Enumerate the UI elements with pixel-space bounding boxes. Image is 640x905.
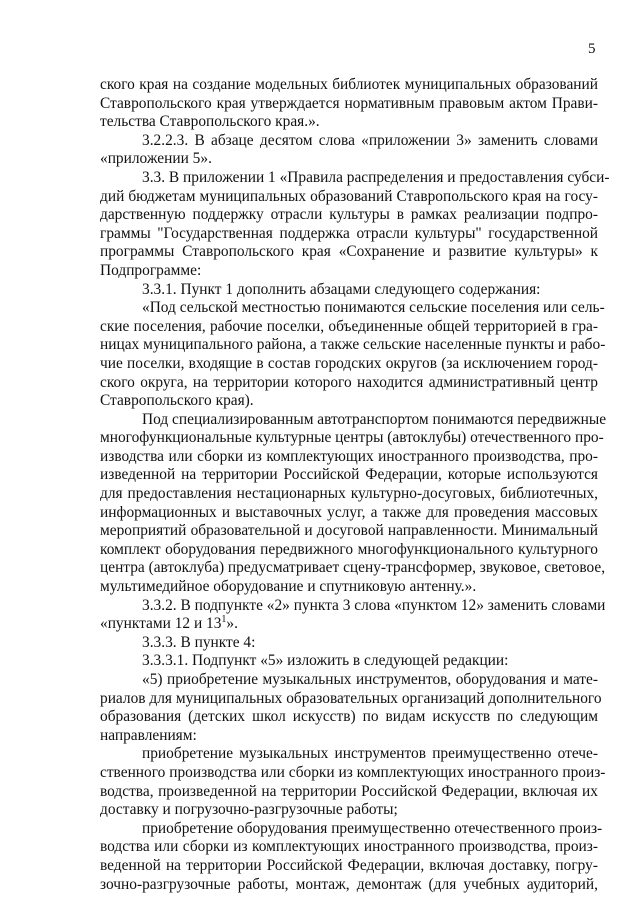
- line-text: для предоставления нестационарных культурно-досуговых, библиотечных,: [100, 485, 598, 503]
- text-line: [100, 596, 606, 616]
- text-line: [100, 708, 598, 727]
- line-text: образования (детских школ искусств) по видам искусств по следующим: [100, 708, 598, 726]
- line-text: чие поселки, входящие в состав городских округов (за исключением город-: [100, 354, 598, 372]
- text-line: [100, 485, 598, 504]
- line-text: приобретение оборудования преимущественно отечественного произ-: [142, 819, 603, 837]
- text-line: [100, 429, 604, 448]
- text-line: [100, 448, 598, 467]
- line-text: многофункциональные культурные центры (автоклубы) отечественного про-: [100, 429, 604, 447]
- text-line: [100, 671, 598, 690]
- text-line: [100, 95, 598, 114]
- text-line: [100, 801, 598, 820]
- text-line: [100, 819, 603, 839]
- text-line: [100, 113, 598, 132]
- line-text: изведенной на территории Российской Федерации, которые используются: [100, 466, 598, 484]
- line-text: информационных и выставочных услуг, а также для проведения массовых: [100, 503, 598, 521]
- text-line: [100, 299, 605, 318]
- paragraph-p7: [100, 596, 606, 634]
- text-line: [100, 522, 598, 541]
- line-text: «5) приобретение музыкальных инструментов, оборудования и мате-: [142, 671, 598, 688]
- line-text: «пунктами 12 и 13: [100, 615, 222, 633]
- line-text: доставку и погрузочно-разгрузочные работы;: [100, 801, 398, 819]
- line-text: Подпрограмме:: [100, 261, 202, 279]
- text-line: [100, 392, 598, 411]
- line-text: 3.3.2. В подпункте «2» пункта 3 слова «пунктом 12» заменить словами: [142, 596, 606, 614]
- line-text: водства, произведенной на территории Российской Федерации, включая их: [100, 782, 598, 800]
- text-line: [100, 132, 598, 151]
- paragraph-p9: [100, 652, 598, 671]
- page-number: 5: [588, 41, 596, 57]
- line-text: ницах муниципального района, а также сельские населенные пункты и рабо-: [100, 336, 606, 354]
- line-text: дарственную поддержку отрасли культуры в рамках реализации подпро-: [100, 206, 598, 224]
- paragraph-p8: [100, 634, 598, 653]
- line-text: веденной на территории Российской Федерации, включая доставку, погру-: [100, 856, 598, 874]
- line-text: «приложении 5».: [100, 150, 212, 168]
- text-line: [100, 355, 598, 374]
- line-text: комплект оборудования передвижного многофункционального культурного: [100, 540, 598, 558]
- text-line: [100, 336, 606, 355]
- text-line: [100, 634, 598, 653]
- text-line: [100, 76, 598, 95]
- line-text: Ставропольского края).: [100, 392, 254, 410]
- line-text: 3.3.3.1. Подпункт «5» изложить в следующей редакции:: [142, 652, 509, 670]
- paragraph-p4: [100, 281, 598, 300]
- paragraph-p11: [100, 745, 606, 819]
- line-text: «Под сельской местностью понимаются сельские поселения или сель-: [142, 299, 605, 317]
- text-line: [100, 876, 598, 895]
- text-line: [100, 281, 598, 300]
- text-line: [100, 783, 598, 802]
- line-text: 3.3.1. Пункт 1 дополнить абзацами следующего содержания:: [142, 280, 541, 298]
- line-text: тельства Ставропольского края.».: [100, 113, 320, 131]
- line-tail: ».: [226, 615, 238, 633]
- text-line: [100, 318, 598, 337]
- line-text: 3.3. В приложении 1 «Правила распределения и предоставления субси-: [142, 168, 610, 186]
- line-text: мультимедийное оборудование и спутниковую антенну.».: [100, 578, 477, 596]
- text-line: [100, 652, 598, 671]
- line-text: приобретение музыкальных инструментов преимущественно отече-: [142, 745, 598, 763]
- line-text: ского округа, на территории которого находится административный центр: [100, 373, 598, 391]
- text-line: [100, 727, 598, 746]
- text-line: [100, 188, 598, 207]
- text-line: [100, 857, 598, 876]
- text-line: [100, 745, 598, 764]
- paragraph-p3: [100, 168, 610, 281]
- text-line: [100, 559, 606, 578]
- line-text: программы Ставропольского края «Сохранение и развитие культуры» к: [100, 243, 598, 261]
- line-text: центра (автоклуба) предусматривает сцену-трансформер, звуковое, световое,: [100, 559, 606, 577]
- text-line: [100, 466, 598, 485]
- text-line: [100, 225, 598, 244]
- text-line: [100, 150, 598, 169]
- line-text: направлениям:: [100, 726, 197, 744]
- line-text: граммы "Государственная поддержка отрасли культуры" государственной: [100, 224, 598, 242]
- text-line: [100, 541, 598, 560]
- line-text: риалов для муниципальных образовательных организаций дополнительного: [100, 689, 602, 707]
- paragraph-p10: [100, 671, 602, 745]
- text-line: [100, 504, 598, 523]
- line-text: дий бюджетам муниципальных образований Ставропольского края на госу-: [100, 187, 598, 205]
- text-line: [100, 763, 606, 783]
- text-line: [100, 374, 598, 393]
- text-line: [100, 838, 598, 857]
- line-text: изводства или сборки из комплектующих иностранного производства, про-: [100, 447, 598, 465]
- paragraph-p5: [100, 299, 606, 411]
- line-text: ственного производства или сборки из комплектующих иностранного произ-: [100, 763, 606, 781]
- line-text: 3.3.3. В пункте 4:: [142, 633, 256, 651]
- line-text: ские поселения, рабочие поселки, объединенные общей территорией в гра-: [100, 317, 598, 335]
- text-line: [100, 243, 598, 262]
- line-text: мероприятий образовательной и досуговой направленности. Минимальный: [100, 522, 598, 540]
- paragraph-p12: [100, 819, 603, 894]
- line-text: Ставропольского края утверждается нормативным правовым актом Прави-: [100, 94, 598, 112]
- text-line: [100, 168, 610, 188]
- text-line: [100, 206, 598, 225]
- document-body: [100, 76, 610, 894]
- paragraph-p2: [100, 132, 598, 169]
- line-text: 3.2.2.3. В абзаце десятом слова «приложении 3» заменить словами: [142, 131, 598, 149]
- paragraph-p1: [100, 76, 598, 132]
- line-text: ского края на создание модельных библиотек муниципальных образований: [100, 76, 598, 93]
- line-text: водства или сборки из комплектующих иностранного производства, произ-: [100, 838, 598, 856]
- line-text: Под специализированным автотранспортом понимаются передвижные: [142, 410, 607, 428]
- text-line: [100, 410, 607, 430]
- text-line: [100, 578, 598, 597]
- text-line: [100, 615, 598, 634]
- paragraph-p6: [100, 410, 607, 597]
- text-line: [100, 262, 598, 281]
- text-line: [100, 689, 602, 709]
- superscript: 1: [221, 614, 227, 626]
- line-text: зочно-разгрузочные работы, монтаж, демонтаж (для учебных аудиторий,: [100, 875, 598, 893]
